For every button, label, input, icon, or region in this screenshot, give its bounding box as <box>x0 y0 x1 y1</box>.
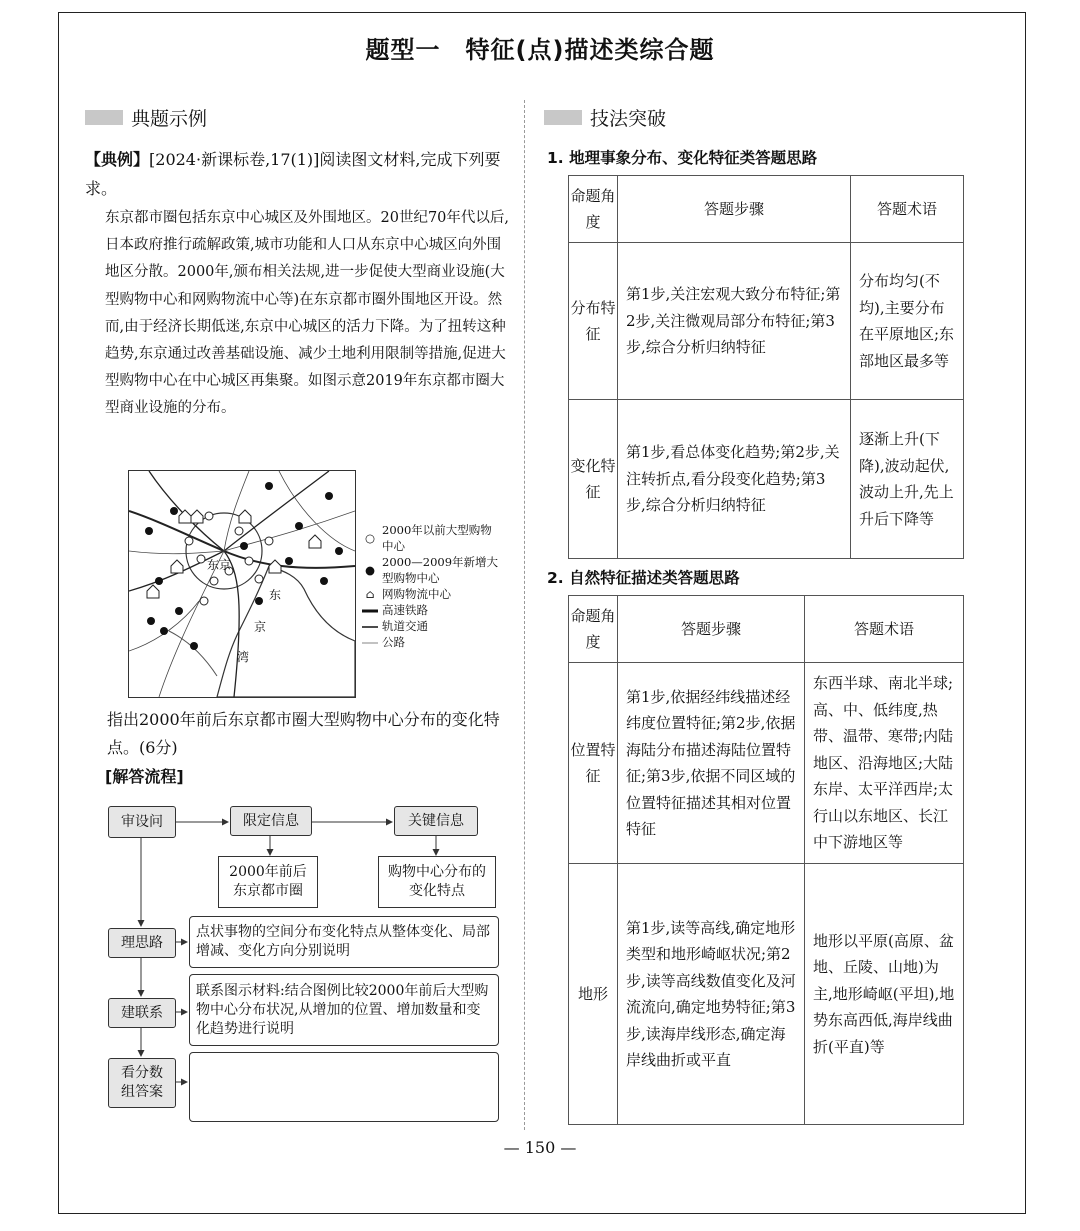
hollow-circle-icon: ○ <box>364 531 376 545</box>
flow-step-jianlianxi: 建联系 <box>108 998 176 1028</box>
cell-steps: 第1步,读等高线,确定地形类型和地形崎岖状况;第2步,读等高线数值变化及河流流向,确定地势特征;第3步,读海岸线形态,确定海岸线曲折或平直 <box>618 864 805 1125</box>
header-terms: 答题术语 <box>851 176 964 243</box>
section-bar <box>85 110 123 125</box>
header-angle: 命题角度 <box>569 596 618 663</box>
table-header-row <box>569 176 964 243</box>
section-head-examples <box>85 104 207 131</box>
flow-step-lisilu: 理思路 <box>108 928 176 958</box>
legend-item <box>362 634 500 650</box>
legend-item <box>362 602 500 618</box>
flow-step-guanjian: 关键信息 <box>394 806 478 836</box>
example-block <box>85 145 510 423</box>
flow-step-shen: 审设问 <box>108 806 176 838</box>
page-title: 题型一 特征(点)描述类综合题 <box>365 36 715 64</box>
flow-detail-guanjian: 购物中心分布的变化特点 <box>378 856 496 908</box>
header-steps: 答题步骤 <box>618 176 851 243</box>
section-bar <box>544 110 582 125</box>
filled-circle-icon: ● <box>364 563 376 577</box>
flow-step-kanfenshu: 看分数组答案 <box>108 1058 176 1108</box>
reading-passage: 东京都市圈包括东京中心城区及外围地区。20世纪70年代以后,日本政府推行疏解政策,城市功能和人口从东京中心城区向外围地区分散。2000年,颁布相关法规,进一步促使大型商业设施(大型购物中心和网购物流中心等)在东京都市圈外围地区开设。然而,由于经济长期低迷,东京中心城区的活力下降。为了扭转这种趋势,东京通过改善基础设施、减少土地利用限制等措施,促进大型购物中心在中心城区再集聚。如图示意2019年东京都市圈大型商业设施的分布。 <box>105 210 510 417</box>
legend-text: 网购物流中心 <box>382 587 451 601</box>
map-label-tokyo: 东京 <box>207 558 232 572</box>
legend-item <box>362 554 500 586</box>
legend-text: 2000—2009年新增大型购物中心 <box>382 555 499 585</box>
table-row <box>569 243 964 400</box>
legend-item <box>362 618 500 634</box>
map-legend <box>362 522 500 650</box>
section-head-techniques <box>544 104 666 131</box>
tokyo-map <box>128 470 356 698</box>
table-row <box>569 864 964 1125</box>
flow-text-jianlianxi: 联系图示材料:结合图例比较2000年前后大型购物中心分布状况,从增加的位置、增加数量和变化趋势进行说明 <box>189 974 499 1046</box>
cell-angle: 地形 <box>569 864 618 1125</box>
warehouse-icon: ⌂ <box>365 587 375 601</box>
question-text: 指出2000年前后东京都市圈大型购物中心分布的变化特点。(6分) <box>107 710 500 757</box>
legend-text: 2000年以前大型购物中心 <box>382 523 492 553</box>
highspeed-rail-icon <box>362 602 378 618</box>
page-number: — 150 — <box>503 1138 577 1157</box>
table-row <box>569 663 964 864</box>
cell-steps: 第1步,看总体变化趋势;第2步,关注转折点,看分段变化趋势;第3步,综合分析归纳特征 <box>618 400 851 559</box>
header-steps: 答题步骤 <box>618 596 805 663</box>
example-tag: 【典例】 <box>85 150 150 169</box>
legend-item <box>362 522 500 554</box>
road-icon <box>362 634 378 650</box>
legend-text: 轨道交通 <box>382 619 428 633</box>
cell-terms: 分布均匀(不均),主要分布在平原地区;东部地区最多等 <box>851 243 964 400</box>
section-label: 技法突破 <box>590 108 667 130</box>
cell-steps: 第1步,关注宏观大致分布特征;第2步,关注微观局部分布特征;第3步,综合分析归纳特征 <box>618 243 851 400</box>
table-distribution <box>568 175 964 559</box>
table-natural <box>568 595 964 1125</box>
legend-item <box>362 586 500 602</box>
column-divider <box>524 100 525 1130</box>
rail-transit-icon <box>362 618 378 634</box>
table-row <box>569 400 964 559</box>
subhead-natural: 2. 自然特征描述类答题思路 <box>547 569 740 587</box>
cell-terms: 地形以平原(高原、盆地、丘陵、山地)为主,地形崎岖(平坦),地势东高西低,海岸线曲折(平直)等 <box>805 864 964 1125</box>
map-label-bay-1: 东 <box>269 588 282 602</box>
legend-text: 高速铁路 <box>382 603 428 617</box>
subhead-distribution: 1. 地理事象分布、变化特征类答题思路 <box>547 149 818 167</box>
table-header-row <box>569 596 964 663</box>
cell-angle: 位置特征 <box>569 663 618 864</box>
header-terms: 答题术语 <box>805 596 964 663</box>
cell-angle: 分布特征 <box>569 243 618 400</box>
section-label: 典题示例 <box>131 108 208 130</box>
example-intro <box>85 145 510 203</box>
cell-steps: 第1步,依据经纬线描述经纬度位置特征;第2步,依据海陆分布描述海陆位置特征;第3步,依据不同区域的位置特征描述其相对位置特征 <box>618 663 805 864</box>
cell-angle: 变化特征 <box>569 400 618 559</box>
flow-detail-xianding: 2000年前后东京都市圈 <box>218 856 318 908</box>
legend-text: 公路 <box>382 635 405 649</box>
map-label-bay-3: 湾 <box>237 650 250 664</box>
example-source: [2024·新课标卷,17(1)]阅读图文材料,完成下列要求。 <box>85 150 501 198</box>
flow-step-xianding: 限定信息 <box>230 806 312 836</box>
header-angle: 命题角度 <box>569 176 618 243</box>
map-label-bay-2: 京 <box>254 620 267 634</box>
flow-answer-box <box>189 1052 499 1122</box>
map-drawing <box>129 471 355 697</box>
cell-terms: 逐渐上升(下降),波动起伏,波动上升,先上升后下降等 <box>851 400 964 559</box>
cell-terms: 东西半球、南北半球;高、中、低纬度,热带、温带、寒带;内陆地区、沿海地区;大陆东岸、太平洋西岸;太行山以东地区、长江中下游地区等 <box>805 663 964 864</box>
flow-text-lisilu: 点状事物的空间分布变化特点从整体变化、局部增减、变化方向分别说明 <box>189 916 499 968</box>
flow-label: [解答流程] <box>105 767 184 786</box>
